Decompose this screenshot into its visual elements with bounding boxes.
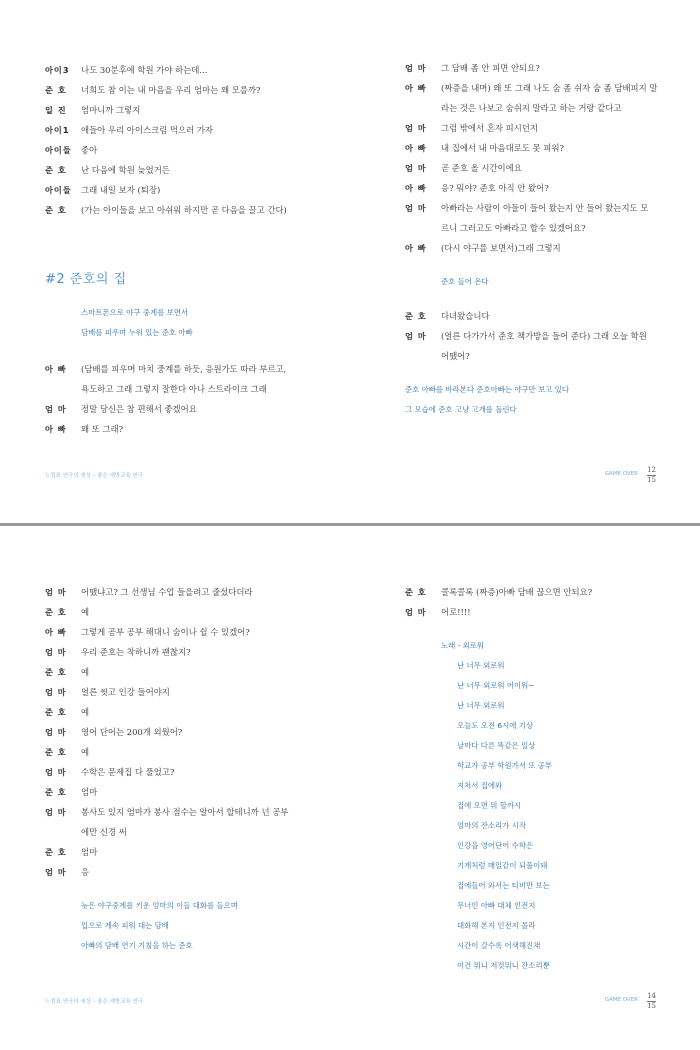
dialogue-line	[45, 702, 345, 722]
dialogue-line	[45, 742, 345, 762]
dialogue-line	[45, 662, 345, 682]
song-lyric-line: 난 너무 외로워	[457, 661, 505, 670]
song-title: 노래 - 외로워	[441, 641, 485, 650]
dialogue-line	[405, 158, 685, 178]
song-lyric-line: 난 너무 외로워 어이워~	[457, 681, 535, 690]
speaker-name: 일 진	[45, 105, 67, 115]
speaker-name: 아이들	[45, 185, 72, 195]
stage-direction: 준호 아빠를 바라본다 준호아빠는 야구만 보고 있다	[405, 385, 570, 394]
song-lyric-line: 오늘도 오전 6시에 기상	[457, 721, 534, 730]
page2-footer-right: GAME OVER	[604, 997, 638, 1003]
dialogue-line	[45, 682, 345, 702]
dialogue-text: 내 집에서 내 마음대로도 못 피워?	[441, 143, 564, 153]
dialogue-text: 르니 그러고도 아빠라고 할수 있겠어요?	[441, 223, 586, 233]
speaker-name: 아 빠	[405, 83, 427, 93]
dialogue-text: 어땠어?	[441, 351, 470, 361]
song-lyric-line: 지쳐서 집에와	[457, 781, 503, 790]
spacer	[405, 258, 685, 272]
dialogue-text: 왜 또 그래?	[81, 424, 124, 434]
speaker-name: 아이1	[45, 125, 70, 135]
page1-page-number-top: 12	[647, 466, 656, 474]
speaker-name: 엄 마	[45, 807, 67, 817]
speaker-name: 엄 마	[405, 163, 427, 173]
dialogue-line	[405, 326, 685, 366]
speaker-name: 준 호	[45, 847, 67, 857]
song-lyric-line: 엄마의 잔소리가 시작	[457, 821, 526, 830]
speaker-name: 엄 마	[45, 727, 67, 737]
speaker-name: 엄 마	[45, 647, 67, 657]
stage-direction-enter: 준호 들어 온다	[441, 277, 489, 286]
dialogue-text: 엄마	[81, 787, 98, 797]
dialogue-text: 엄마니까 그렇지	[81, 105, 141, 115]
dialogue-text: 그 담배 좀 안 피면 안되요?	[441, 63, 540, 73]
dialogue-text: 애들아 우리 아이스크림 먹으러 가자	[81, 125, 214, 135]
page1-footer-left: 느낌표 연극의 세상 – 좋은 예방교육 연극	[45, 473, 144, 479]
dialogue-text: 예	[81, 707, 90, 717]
spacer	[405, 622, 685, 636]
dialogue-line	[45, 399, 345, 419]
dialogue-text: 너희도 참 이는 내 마음을 우리 엄마는 왜 모를까?	[81, 85, 261, 95]
dialogue-text: 예	[81, 747, 90, 757]
speaker-name: 엄 마	[45, 587, 67, 597]
dialogue-line	[45, 120, 345, 140]
speaker-name: 준 호	[45, 747, 67, 757]
song-lyric-line: 난 너무 외로워	[457, 701, 505, 710]
dialogue-text: 라는 것은 나보고 숨쉬지 말라고 하는 거랑 같다고	[441, 103, 622, 113]
speaker-name: 엄 마	[45, 404, 67, 414]
stage-direction: 입으로 계속 피워 대는 담배	[81, 921, 169, 930]
speaker-name: 준 호	[45, 707, 67, 717]
page1-footer-right: GAME OVER	[604, 471, 638, 477]
dialogue-text: 봉사도 있지 엄마가 봉사 점수는 알아서 할테니까 넌 공부	[81, 807, 289, 817]
dialogue-text: (짜증을 내며) 왜 또 그래 나도 숨 좀 쉬자 숨 좀 담배피지 말	[441, 83, 658, 93]
dialogue-line	[45, 842, 345, 862]
scene-title: #2 준호의 집	[45, 272, 127, 287]
stage-direction: 담배를 피우며 누워 있는 준호 아빠	[81, 328, 193, 337]
dialogue-text: 그럼 밖에서 혼자 피시던지	[441, 123, 538, 133]
speaker-name: 아 빠	[45, 627, 67, 637]
song-lyric-line: 기계처럼 매일같이 되풀이돼	[457, 861, 548, 870]
speaker-name: 준 호	[45, 165, 67, 175]
dialogue-text: (다시 야구를 보면서)그래 그렇지	[441, 243, 561, 253]
page1-page-number-bottom: 15	[647, 476, 656, 484]
spacer	[405, 292, 685, 306]
dialogue-text: (담배를 피우며 마치 중계를 하듯, 응원가도 따라 부르고,	[81, 364, 287, 374]
dialogue-line	[45, 80, 345, 100]
song-lyric-line: 학교가 공부 학원가서 또 공부	[457, 761, 553, 770]
page2-right-column	[405, 582, 685, 976]
dialogue-text: 어땠냐고? 그 선생님 수업 들을려고 줄섰다더라	[81, 587, 253, 597]
song-lyric-line: 대화해 본지 인전지 몰라	[457, 921, 536, 930]
dialogue-line	[405, 238, 685, 258]
speaker-name: 엄 마	[405, 331, 427, 341]
dialogue-line	[45, 60, 345, 80]
speaker-name: 엄 마	[405, 123, 427, 133]
dialogue-line	[45, 160, 345, 180]
dialogue-line	[45, 582, 345, 602]
speaker-name: 준 호	[45, 85, 67, 95]
page2-page-number	[647, 992, 656, 1011]
dialogue-text: (얼른 다가가서 준호 책가방을 들어 준다) 그래 오늘 학원	[441, 331, 647, 341]
stage-direction: 스마트폰으로 야구 중계를 보면서	[81, 308, 189, 317]
speaker-name: 엄 마	[405, 203, 427, 213]
dialogue-text: 얼른 씻고 인강 들어야지	[81, 687, 170, 697]
speaker-name: 준 호	[45, 607, 67, 617]
dialogue-text: 그렇게 공부 공부 해대니 숨이나 쉴 수 있겠어?	[81, 627, 250, 637]
speaker-name: 엄 마	[45, 687, 67, 697]
dialogue-line	[45, 722, 345, 742]
page2-page-number-top: 14	[647, 992, 656, 1000]
dialogue-line	[45, 802, 345, 842]
dialogue-line	[405, 306, 685, 326]
dialogue-text: 응? 뭐야? 준호 아직 안 왔어?	[441, 183, 549, 193]
dialogue-line	[405, 58, 685, 78]
dialogue-line	[405, 178, 685, 198]
dialogue-line	[45, 642, 345, 662]
dialogue-line	[45, 782, 345, 802]
song-lyric-line: 날마다 다른 똑같은 일상	[457, 741, 536, 750]
dialogue-line	[45, 762, 345, 782]
dialogue-line	[405, 138, 685, 158]
page1-right-column	[405, 58, 685, 420]
dialogue-line	[405, 582, 685, 602]
speaker-name: 엄 마	[405, 63, 427, 73]
dialogue-text: 응	[81, 867, 90, 877]
dialogue-text: 나도 30분후에 학원 가야 하는데...	[81, 65, 208, 75]
dialogue-line	[405, 118, 685, 138]
dialogue-text: 그래 내일 보자 (퇴장)	[81, 185, 161, 195]
dialogue-text: (가는 아이들을 보고 아쉬워 하지만 곧 다음을 끌고 간다)	[81, 205, 287, 215]
song-lyric-line: 이건 뭐니 저것뭐니 잔소리뿐	[457, 961, 550, 970]
dialogue-text: 좋아	[81, 145, 98, 155]
speaker-name: 아이들	[45, 145, 72, 155]
dialogue-line	[45, 140, 345, 160]
stage-direction: 그 모습에 준호 고냥 고개를 돌린다	[405, 405, 517, 414]
dialogue-text: 영어 단어는 200개 외웠어?	[81, 727, 183, 737]
dialogue-text: 욕도하고 그래 그렇지 잘한다 아나 스트라이크 그래	[81, 384, 267, 394]
dialogue-line	[45, 180, 345, 200]
spacer	[45, 220, 345, 260]
dialogue-line	[45, 200, 345, 220]
dialogue-text: 에만 신경 써	[81, 827, 127, 837]
stage-direction: 아빠의 담배 연기 기침을 하는 준호	[81, 941, 193, 950]
song-lyric-line: 집에 오면 뭐 할까시	[457, 801, 522, 810]
page2-page-number-bottom: 15	[647, 1002, 656, 1010]
dialogue-line	[45, 602, 345, 622]
dialogue-line	[405, 602, 685, 622]
dialogue-text: 수학은 문제집 다 풀었고?	[81, 767, 175, 777]
speaker-name: 준 호	[45, 205, 67, 215]
spacer	[405, 366, 685, 380]
speaker-name: 아이3	[45, 65, 70, 75]
dialogue-line	[45, 100, 345, 120]
stage-direction: 늦은 야구중계를 키운 엄마의 이들 대화를 들으며	[81, 901, 238, 910]
speaker-name: 아 빠	[45, 364, 67, 374]
dialogue-text: 정말 당신은 참 편해서 좋겠어요	[81, 404, 197, 414]
speaker-name: 준 호	[405, 311, 427, 321]
dialogue-line	[45, 862, 345, 882]
dialogue-line	[405, 78, 685, 118]
dialogue-text: 곧 준호 올 시간이에요	[441, 163, 522, 173]
speaker-name: 준 호	[45, 787, 67, 797]
dialogue-text: 어로!!!!	[441, 607, 471, 617]
dialogue-text: 예	[81, 667, 90, 677]
dialogue-line	[45, 359, 345, 399]
dialogue-line	[405, 198, 685, 238]
speaker-name: 아 빠	[405, 183, 427, 193]
song-lyric-line: 무너인 아빠 대체 인전지	[457, 901, 536, 910]
dialogue-text: 예	[81, 607, 90, 617]
speaker-name: 아 빠	[45, 424, 67, 434]
speaker-name: 아 빠	[405, 243, 427, 253]
speaker-name: 준 호	[405, 587, 427, 597]
spacer	[45, 343, 345, 359]
song-lyric-line: 인강을 영어단어 수학은	[457, 841, 534, 850]
dialogue-line	[45, 622, 345, 642]
dialogue-text: 콜록콜록 (짜증)아빠 담배 끊으면 안되요?	[441, 587, 593, 597]
page1-left-column	[45, 60, 345, 439]
spacer	[45, 882, 345, 896]
page2-footer-left: 느낌표 연극의 세상 – 좋은 예방교육 연극	[45, 999, 144, 1005]
speaker-name: 아 빠	[405, 143, 427, 153]
speaker-name: 엄 마	[45, 767, 67, 777]
page2-left-column	[45, 582, 345, 956]
speaker-name: 엄 마	[45, 867, 67, 877]
dialogue-text: 난 다음에 학원 늦었거든	[81, 165, 170, 175]
speaker-name: 엄 마	[405, 607, 427, 617]
dialogue-text: 아빠라는 사람이 아들이 들어 왔는지 안 들어 왔는지도 모	[441, 203, 649, 213]
dialogue-text: 우리 준호는 착하니까 괜찮지?	[81, 647, 191, 657]
dialogue-text: 다녀왔습니다	[441, 311, 490, 321]
song-lyric-line: 시간이 갈수록 어색해진채	[457, 941, 541, 950]
dialogue-text: 엄마	[81, 847, 98, 857]
dialogue-line	[45, 419, 345, 439]
song-lyric-line: 집에들어 와서는 티비만 보는	[457, 881, 550, 890]
page1-page-number	[647, 466, 656, 485]
speaker-name: 준 호	[45, 667, 67, 677]
